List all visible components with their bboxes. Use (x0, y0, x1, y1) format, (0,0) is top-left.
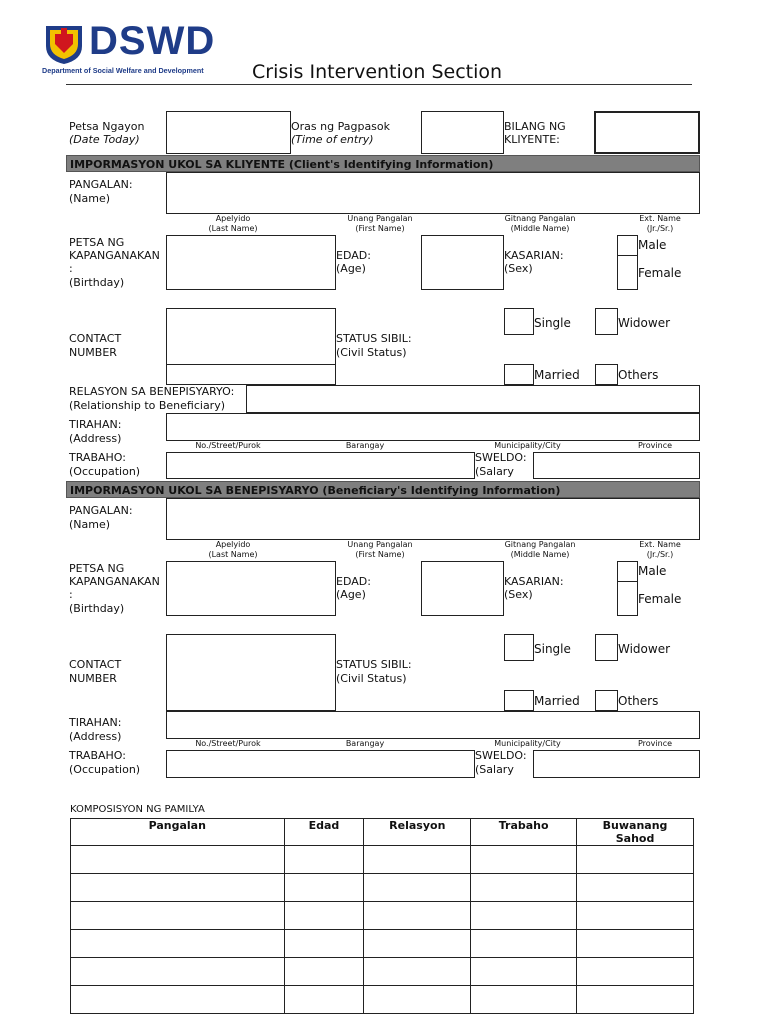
ben-city-caption: Municipality/City (494, 739, 561, 748)
client-age-label: EDAD: (336, 249, 371, 262)
client-civil-sublabel: (Civil Status) (336, 346, 407, 359)
ben-name-field[interactable] (166, 498, 700, 540)
table-cell[interactable] (577, 846, 694, 874)
client-others-checkbox[interactable] (595, 364, 618, 385)
table-cell[interactable] (284, 846, 364, 874)
column-header: Trabaho (471, 819, 577, 846)
table-cell[interactable] (471, 874, 577, 902)
client-address-label: TIRAHAN: (69, 418, 122, 431)
table-cell[interactable] (364, 902, 471, 930)
table-cell[interactable] (471, 902, 577, 930)
column-header: Pangalan (71, 819, 285, 846)
dswd-emblem-icon (42, 22, 86, 66)
ben-province-caption: Province (637, 739, 673, 748)
client-occupation-label: TRABAHO: (69, 451, 126, 464)
table-cell[interactable] (71, 846, 285, 874)
table-cell[interactable] (577, 958, 694, 986)
table-cell[interactable] (471, 986, 577, 1014)
table-cell[interactable] (364, 846, 471, 874)
client-salary-field[interactable] (533, 452, 700, 479)
table-cell[interactable] (364, 930, 471, 958)
client-single-option: Single (534, 316, 571, 330)
client-sex-sublabel: (Sex) (504, 262, 533, 275)
relationship-label: RELASYON SA BENEPISYARYO: (69, 385, 235, 398)
client-lastname-caption: Apelyido (Last Name) (208, 214, 258, 233)
ben-contact-field[interactable] (166, 634, 336, 711)
client-salary-label: SWELDO: (475, 451, 527, 464)
table-cell[interactable] (284, 874, 364, 902)
ben-civil-label: STATUS SIBIL: (336, 658, 412, 671)
family-table (70, 818, 694, 1014)
page-title: Crisis Intervention Section (252, 61, 503, 83)
column-header: Relasyon (364, 819, 471, 846)
client-number-field[interactable] (594, 111, 700, 154)
client-single-checkbox[interactable] (504, 308, 534, 335)
relationship-field[interactable] (246, 385, 700, 413)
table-cell[interactable] (71, 930, 285, 958)
ben-widower-option: Widower (618, 642, 671, 656)
client-city-caption: Municipality/City (494, 441, 561, 450)
client-name-label: PANGALAN: (69, 178, 133, 191)
client-others-option: Others (618, 368, 659, 382)
dswd-logo (42, 19, 227, 78)
table-cell[interactable] (471, 958, 577, 986)
dswd-logo-text: DSWD (89, 19, 216, 63)
ben-salary-label: SWELDO: (475, 749, 527, 762)
ben-address-sublabel: (Address) (69, 730, 122, 743)
table-cell[interactable] (71, 874, 285, 902)
ben-occupation-field[interactable] (166, 750, 475, 778)
client-street-caption: No./Street/Purok (195, 441, 261, 450)
table-row (71, 874, 694, 902)
ben-birth-label: PETSA NG (69, 562, 125, 575)
table-row (71, 958, 694, 986)
table-row (71, 846, 694, 874)
ben-contact-label-2: NUMBER (69, 672, 117, 685)
table-row (71, 986, 694, 1014)
title-divider (66, 84, 692, 85)
time-sublabel: (Time of entry) (291, 133, 374, 146)
client-civil-label: STATUS SIBIL: (336, 332, 412, 345)
client-number-label-2: KLIYENTE: (504, 133, 560, 146)
ben-age-label: EDAD: (336, 575, 371, 588)
table-row (71, 902, 694, 930)
ben-barangay-caption: Barangay (345, 739, 385, 748)
ben-single-option: Single (534, 642, 571, 656)
time-field[interactable] (421, 111, 504, 154)
ben-street-caption: No./Street/Purok (195, 739, 261, 748)
ben-birth-label-2: KAPANGANAKAN (69, 575, 160, 588)
client-barangay-caption: Barangay (345, 441, 385, 450)
client-female-option: Female (638, 266, 682, 280)
table-row (71, 930, 694, 958)
client-widower-option: Widower (618, 316, 671, 330)
client-address-field[interactable] (166, 413, 700, 441)
ben-salary-sublabel: (Salary (475, 763, 514, 776)
client-contact-field-2[interactable] (166, 364, 336, 385)
client-occupation-field[interactable] (166, 452, 475, 479)
client-contact-label: CONTACT (69, 332, 122, 345)
ben-occupation-label: TRABAHO: (69, 749, 126, 762)
ben-age-sublabel: (Age) (336, 588, 366, 601)
family-table-header (71, 819, 694, 846)
ben-extname-caption: Ext. Name (Jr./Sr.) (639, 540, 681, 559)
dswd-logo-subtitle: Department of Social Welfare and Development (42, 66, 204, 75)
client-address-sublabel: (Address) (69, 432, 122, 445)
client-name-field[interactable] (166, 172, 700, 214)
client-birth-label-2: KAPANGANAKAN (69, 249, 160, 262)
date-label: Petsa Ngayon (69, 120, 145, 133)
ben-birth-sublabel: (Birthday) (69, 602, 125, 615)
table-cell[interactable] (284, 958, 364, 986)
client-extname-caption: Ext. Name (Jr./Sr.) (639, 214, 681, 233)
client-section-header: IMPORMASYON UKOL SA KLIYENTE (Client's Identifying Information) (66, 155, 700, 172)
table-cell[interactable] (471, 846, 577, 874)
column-header: Buwanang Sahod (577, 819, 694, 846)
client-middlename-caption: Gitnang Pangalan (Middle Name) (504, 214, 576, 233)
ben-others-option: Others (618, 694, 659, 708)
table-cell[interactable] (71, 902, 285, 930)
ben-female-option: Female (638, 592, 682, 606)
date-field[interactable] (166, 111, 291, 154)
table-cell[interactable] (364, 874, 471, 902)
client-firstname-caption: Unang Pangalan (First Name) (347, 214, 413, 233)
ben-address-field[interactable] (166, 711, 700, 739)
client-sex-label: KASARIAN: (504, 249, 564, 262)
ben-contact-label: CONTACT (69, 658, 122, 671)
client-male-option: Male (638, 238, 667, 252)
table-cell[interactable] (577, 930, 694, 958)
table-cell[interactable] (577, 986, 694, 1014)
table-cell[interactable] (577, 874, 694, 902)
ben-widower-checkbox[interactable] (595, 634, 618, 661)
ben-male-checkbox[interactable] (617, 561, 638, 582)
table-cell[interactable] (364, 958, 471, 986)
table-cell[interactable] (71, 958, 285, 986)
date-sublabel: (Date Today) (69, 133, 140, 146)
family-title: KOMPOSISYON NG PAMILYA (70, 804, 205, 815)
ben-married-option: Married (534, 694, 580, 708)
ben-civil-sublabel: (Civil Status) (336, 672, 407, 685)
client-female-checkbox[interactable] (617, 255, 638, 290)
client-male-checkbox[interactable] (617, 235, 638, 256)
table-cell[interactable] (284, 902, 364, 930)
client-birthday-field[interactable] (166, 235, 336, 290)
table-cell[interactable] (471, 930, 577, 958)
client-widower-checkbox[interactable] (595, 308, 618, 335)
ben-sex-sublabel: (Sex) (504, 588, 533, 601)
client-age-field[interactable] (421, 235, 504, 290)
ben-others-checkbox[interactable] (595, 690, 618, 711)
client-number-label: BILANG NG (504, 120, 566, 133)
family-table-body (71, 846, 694, 1014)
ben-address-label: TIRAHAN: (69, 716, 122, 729)
relationship-sublabel: (Relationship to Beneficiary) (69, 399, 226, 412)
table-cell[interactable] (284, 930, 364, 958)
column-header: Edad (284, 819, 364, 846)
client-occupation-sublabel: (Occupation) (69, 465, 141, 478)
client-name-sublabel: (Name) (69, 192, 111, 205)
ben-birth-label-3: : (69, 588, 73, 601)
ben-salary-field[interactable] (533, 750, 700, 778)
ben-name-sublabel: (Name) (69, 518, 111, 531)
ben-sex-label: KASARIAN: (504, 575, 564, 588)
ben-single-checkbox[interactable] (504, 634, 534, 661)
ben-occupation-sublabel: (Occupation) (69, 763, 141, 776)
client-contact-label-2: NUMBER (69, 346, 117, 359)
ben-female-checkbox[interactable] (617, 581, 638, 616)
table-cell[interactable] (71, 986, 285, 1014)
client-contact-field[interactable] (166, 308, 336, 365)
table-cell[interactable] (284, 986, 364, 1014)
table-cell[interactable] (364, 986, 471, 1014)
ben-age-field[interactable] (421, 561, 504, 616)
ben-lastname-caption: Apelyido (Last Name) (208, 540, 258, 559)
client-age-sublabel: (Age) (336, 262, 366, 275)
table-cell[interactable] (577, 902, 694, 930)
ben-birthday-field[interactable] (166, 561, 336, 616)
client-married-checkbox[interactable] (504, 364, 534, 385)
time-label: Oras ng Pagpasok (291, 120, 391, 133)
ben-male-option: Male (638, 564, 667, 578)
beneficiary-section-header: IMPORMASYON UKOL SA BENEPISYARYO (Beneficiary's Identifying Information) (66, 481, 700, 498)
ben-firstname-caption: Unang Pangalan (First Name) (347, 540, 413, 559)
client-salary-sublabel: (Salary (475, 465, 514, 478)
client-birth-label: PETSA NG (69, 236, 125, 249)
client-married-option: Married (534, 368, 580, 382)
ben-married-checkbox[interactable] (504, 690, 534, 711)
client-birth-sublabel: (Birthday) (69, 276, 125, 289)
client-birth-label-3: : (69, 262, 73, 275)
ben-name-label: PANGALAN: (69, 504, 133, 517)
ben-middlename-caption: Gitnang Pangalan (Middle Name) (504, 540, 576, 559)
client-province-caption: Province (637, 441, 673, 450)
